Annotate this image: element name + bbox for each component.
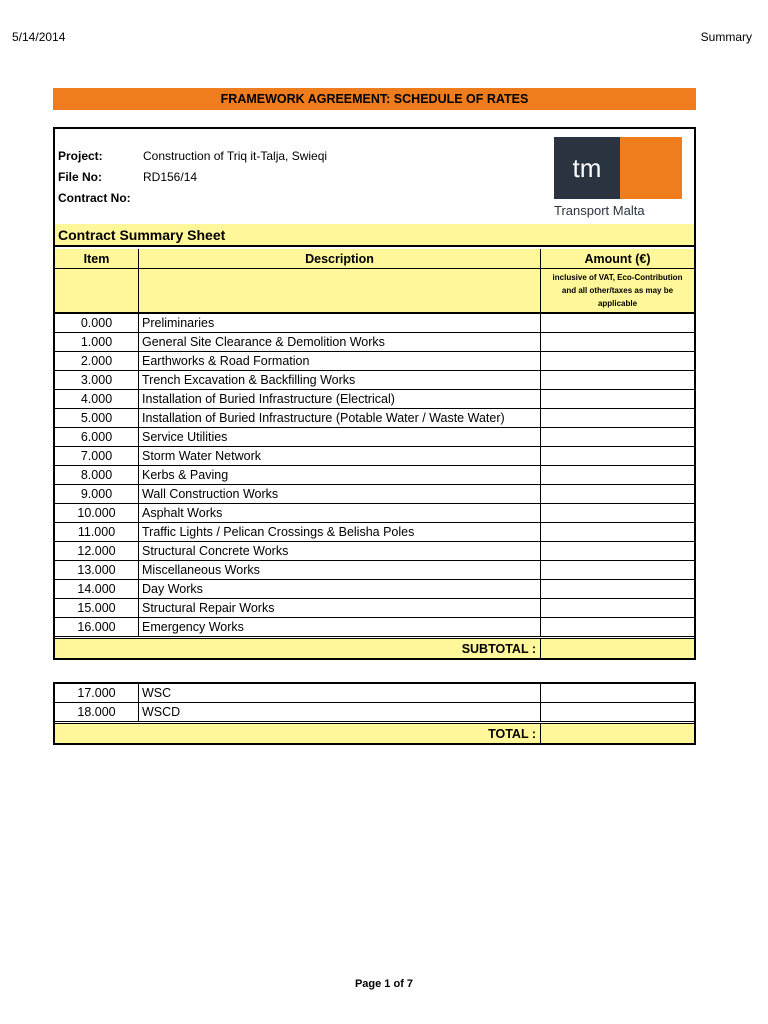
amount-cell[interactable] <box>541 390 694 408</box>
table-row <box>55 504 694 523</box>
item-number: 16.000 <box>55 618 139 636</box>
table-row <box>55 447 694 466</box>
amount-note-text: inclusive of VAT, Eco-Contribution and all other/taxes as may be applicable <box>552 273 683 308</box>
amount-cell[interactable] <box>541 599 694 617</box>
item-description: Installation of Buried Infrastructure (Potable Water / Waste Water) <box>139 409 541 427</box>
item-description: Miscellaneous Works <box>139 561 541 579</box>
project-value: Construction of Triq it-Talja, Swieqi <box>143 149 328 163</box>
item-number: 3.000 <box>55 371 139 389</box>
amount-cell[interactable] <box>541 428 694 446</box>
project-label: Project: <box>58 149 103 163</box>
amount-cell[interactable] <box>541 580 694 598</box>
subheader-item <box>55 269 139 312</box>
item-description: Wall Construction Works <box>139 485 541 503</box>
logo-orange-block <box>620 137 682 199</box>
table-row <box>55 371 694 390</box>
amount-cell[interactable] <box>541 371 694 389</box>
item-number: 18.000 <box>55 703 139 721</box>
item-number: 17.000 <box>55 684 139 702</box>
project-info <box>55 129 694 226</box>
item-description: Earthworks & Road Formation <box>139 352 541 370</box>
contract-label: Contract No: <box>58 191 131 205</box>
item-description: Service Utilities <box>139 428 541 446</box>
amount-cell[interactable] <box>541 314 694 332</box>
item-description: Structural Concrete Works <box>139 542 541 560</box>
item-number: 10.000 <box>55 504 139 522</box>
item-number: 1.000 <box>55 333 139 351</box>
item-number: 2.000 <box>55 352 139 370</box>
table-row <box>55 542 694 561</box>
header-description: Description <box>139 249 541 268</box>
item-description: Storm Water Network <box>139 447 541 465</box>
item-number: 11.000 <box>55 523 139 541</box>
logo-mark: tm <box>554 137 620 199</box>
contract-summary-table <box>53 127 696 660</box>
table-row <box>55 352 694 371</box>
subheader-description <box>139 269 541 312</box>
table-row <box>55 466 694 485</box>
amount-cell[interactable] <box>541 618 694 636</box>
amount-cell[interactable] <box>541 409 694 427</box>
item-number: 13.000 <box>55 561 139 579</box>
page-number: Page 1 of 7 <box>354 978 414 990</box>
item-description: Trench Excavation & Backfilling Works <box>139 371 541 389</box>
table-row <box>55 409 694 428</box>
amount-cell[interactable] <box>541 542 694 560</box>
amount-cell[interactable] <box>541 504 694 522</box>
amount-cell[interactable] <box>541 523 694 541</box>
subtotal-label: SUBTOTAL : <box>55 639 541 658</box>
column-subheaders <box>55 269 694 314</box>
item-number: 7.000 <box>55 447 139 465</box>
item-description: General Site Clearance & Demolition Works <box>139 333 541 351</box>
table-row <box>55 428 694 447</box>
total-value[interactable] <box>541 724 694 743</box>
amount-cell[interactable] <box>541 561 694 579</box>
amount-cell[interactable] <box>541 466 694 484</box>
item-number: 12.000 <box>55 542 139 560</box>
item-number: 4.000 <box>55 390 139 408</box>
subtotal-value[interactable] <box>541 639 694 658</box>
total-row <box>55 723 694 743</box>
table-row <box>55 703 694 722</box>
item-description: Traffic Lights / Pelican Crossings & Belisha Poles <box>139 523 541 541</box>
transport-malta-logo <box>554 137 684 221</box>
amount-cell[interactable] <box>541 447 694 465</box>
item-description: Structural Repair Works <box>139 599 541 617</box>
table-row <box>55 561 694 580</box>
total-label: TOTAL : <box>55 724 541 743</box>
item-number: 14.000 <box>55 580 139 598</box>
item-description: Day Works <box>139 580 541 598</box>
amount-cell[interactable] <box>541 684 694 702</box>
item-number: 6.000 <box>55 428 139 446</box>
header-amount: Amount (€) <box>584 251 651 266</box>
logo-text: Transport Malta <box>554 203 645 218</box>
additional-items-table <box>53 682 696 745</box>
header-item: Item <box>55 249 139 268</box>
amount-note <box>541 269 694 312</box>
item-number: 9.000 <box>55 485 139 503</box>
print-date: 5/14/2014 <box>12 30 66 44</box>
banner-title: FRAMEWORK AGREEMENT: SCHEDULE OF RATES <box>53 88 696 110</box>
file-value: RD156/14 <box>143 170 198 184</box>
item-description: Emergency Works <box>139 618 541 636</box>
item-number: 5.000 <box>55 409 139 427</box>
item-description: WSCD <box>139 703 541 721</box>
amount-cell[interactable] <box>541 352 694 370</box>
item-description: Kerbs & Paving <box>139 466 541 484</box>
item-description: Asphalt Works <box>139 504 541 522</box>
amount-cell[interactable] <box>541 703 694 721</box>
table-row <box>55 523 694 542</box>
item-number: 8.000 <box>55 466 139 484</box>
column-headers <box>55 249 694 269</box>
item-number: 15.000 <box>55 599 139 617</box>
table-row <box>55 618 694 637</box>
table-row <box>55 599 694 618</box>
amount-cell[interactable] <box>541 485 694 503</box>
sheet-title: Contract Summary Sheet <box>55 224 694 247</box>
table-row <box>55 684 694 703</box>
item-description: Preliminaries <box>139 314 541 332</box>
item-description: WSC <box>139 684 541 702</box>
table-row <box>55 333 694 352</box>
subtotal-row <box>55 638 694 658</box>
table-row <box>55 485 694 504</box>
item-number: 0.000 <box>55 314 139 332</box>
file-label: File No: <box>58 170 102 184</box>
amount-cell[interactable] <box>541 333 694 351</box>
table-row <box>55 314 694 333</box>
table-row <box>55 390 694 409</box>
table-row <box>55 580 694 599</box>
item-description: Installation of Buried Infrastructure (Electrical) <box>139 390 541 408</box>
sheet-name: Summary <box>700 30 752 44</box>
